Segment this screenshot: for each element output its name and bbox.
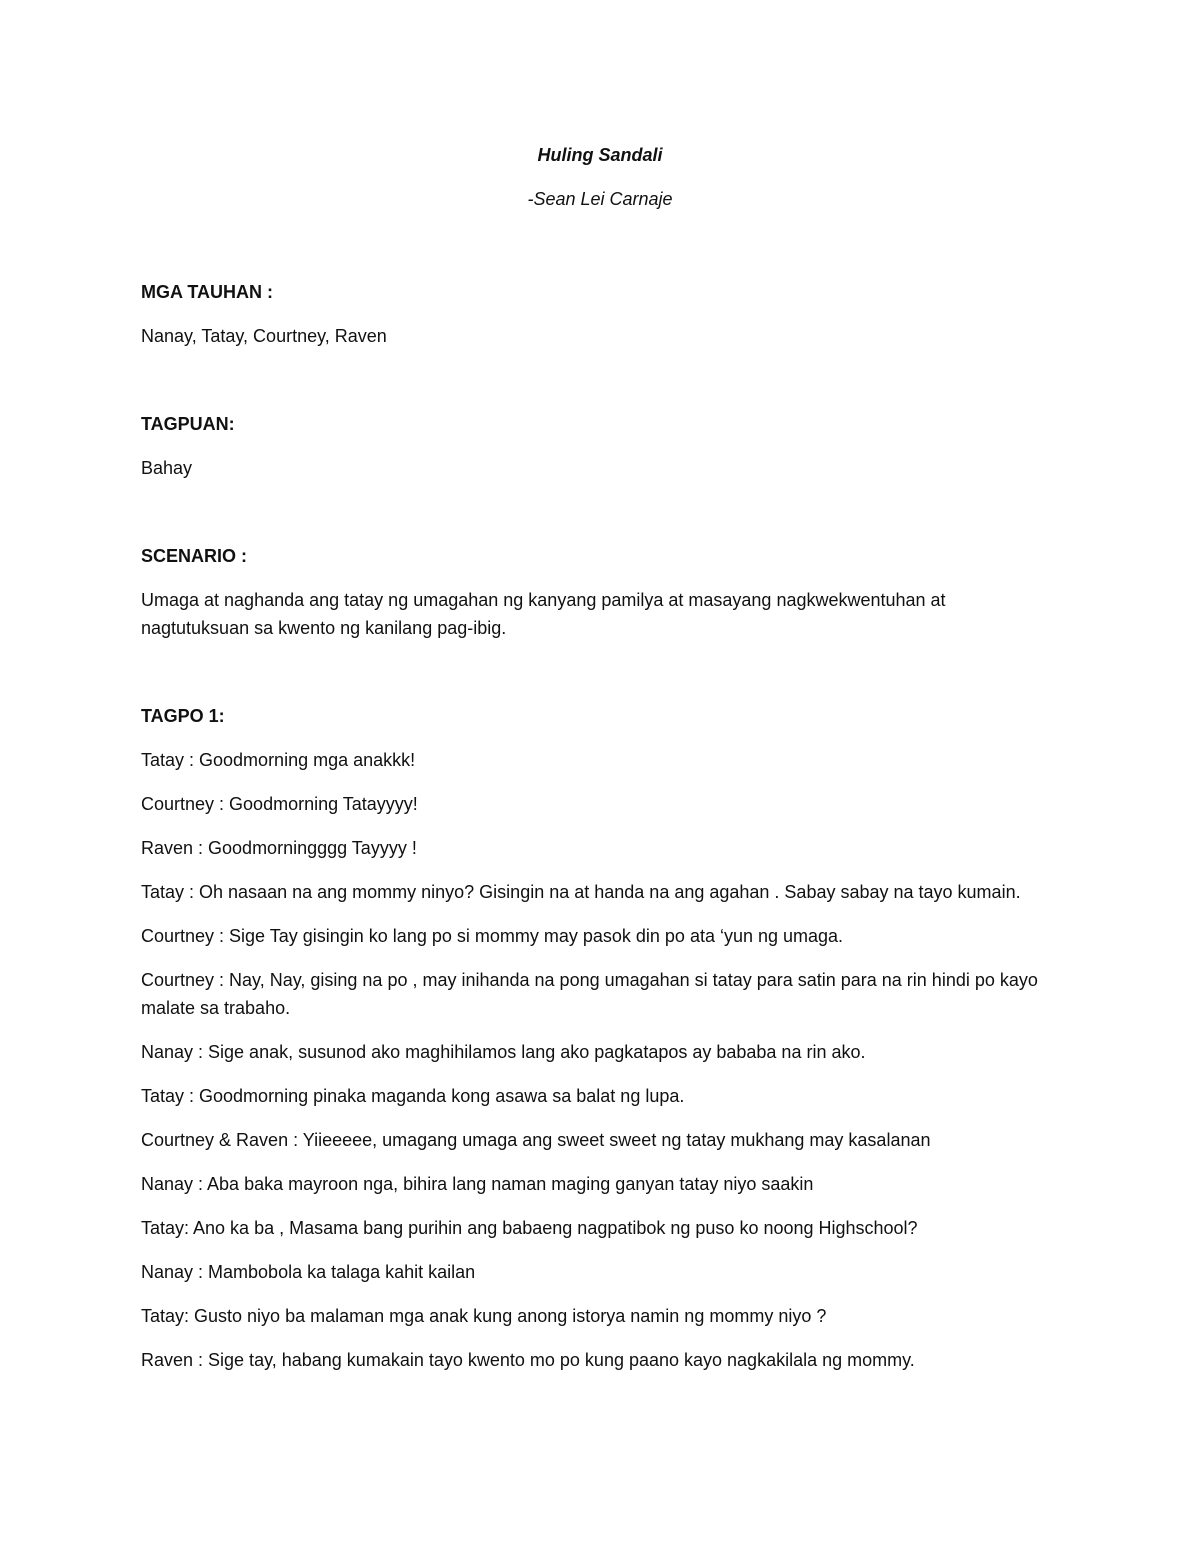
section-heading-tagpo-1: TAGPO 1:: [141, 706, 225, 726]
dialogue-line: Courtney : Nay, Nay, gising na po , may inihanda na pong umagahan si tatay para satin para na rin hindi po kayo malate sa trabaho.: [141, 970, 1038, 1018]
tagpuan-text: Bahay: [141, 458, 193, 478]
section-tauhan: [141, 278, 1041, 350]
dialogue-line: Raven : Goodmorningggg Tayyyy !: [141, 838, 417, 858]
dialogue-line: Tatay : Goodmorning mga anakkk!: [141, 750, 416, 770]
dialogue-line: Tatay: Gusto niyo ba malaman mga anak kung anong istorya namin ng mommy niyo ?: [141, 1306, 827, 1326]
section-scenario: [141, 542, 1041, 642]
scenario-text: Umaga at naghanda ang tatay ng umagahan ng kanyang pamilya at masayang nagkwekwentuhan at nagtutuksuan sa kwento ng kanilang pag-ibig.: [141, 590, 946, 638]
document-body: [141, 278, 1041, 1390]
dialogue-line: Nanay : Mambobola ka talaga kahit kailan: [141, 1262, 476, 1282]
tauhan-text: Nanay, Tatay, Courtney, Raven: [141, 326, 387, 346]
dialogue-line: Tatay: Ano ka ba , Masama bang purihin ang babaeng nagpatibok ng puso ko noong Highschool?: [141, 1218, 918, 1238]
section-heading-tauhan: MGA TAUHAN :: [141, 282, 273, 302]
document-title: Huling Sandali: [537, 145, 663, 165]
dialogue-line: Courtney & Raven : Yiieeeee, umagang umaga ang sweet sweet ng tatay mukhang may kasalanan: [141, 1130, 931, 1150]
dialogue-line: Raven : Sige tay, habang kumakain tayo kwento mo po kung paano kayo nagkakilala ng mommy.: [141, 1350, 915, 1370]
dialogue-line: Courtney : Goodmorning Tatayyyy!: [141, 794, 418, 814]
dialogue-line: Tatay : Oh nasaan na ang mommy ninyo? Gisingin na at handa na ang agahan . Sabay sabay na tayo kumain.: [141, 882, 1021, 902]
section-heading-tagpuan: TAGPUAN:: [141, 414, 235, 434]
dialogue-line: Tatay : Goodmorning pinaka maganda kong asawa sa balat ng lupa.: [141, 1086, 685, 1106]
dialogue-line: Nanay : Aba baka mayroon nga, bihira lang naman maging ganyan tatay niyo saakin: [141, 1174, 814, 1194]
section-tagpo-1: [141, 702, 1041, 1374]
dialogue-line: Courtney : Sige Tay gisingin ko lang po si mommy may pasok din po ata ‘yun ng umaga.: [141, 926, 844, 946]
document-author: -Sean Lei Carnaje: [527, 189, 673, 209]
dialogue-line: Nanay : Sige anak, susunod ako maghihilamos lang ako pagkatapos ay bababa na rin ako.: [141, 1042, 866, 1062]
section-tagpuan: [141, 410, 1041, 482]
section-heading-scenario: SCENARIO :: [141, 546, 248, 566]
